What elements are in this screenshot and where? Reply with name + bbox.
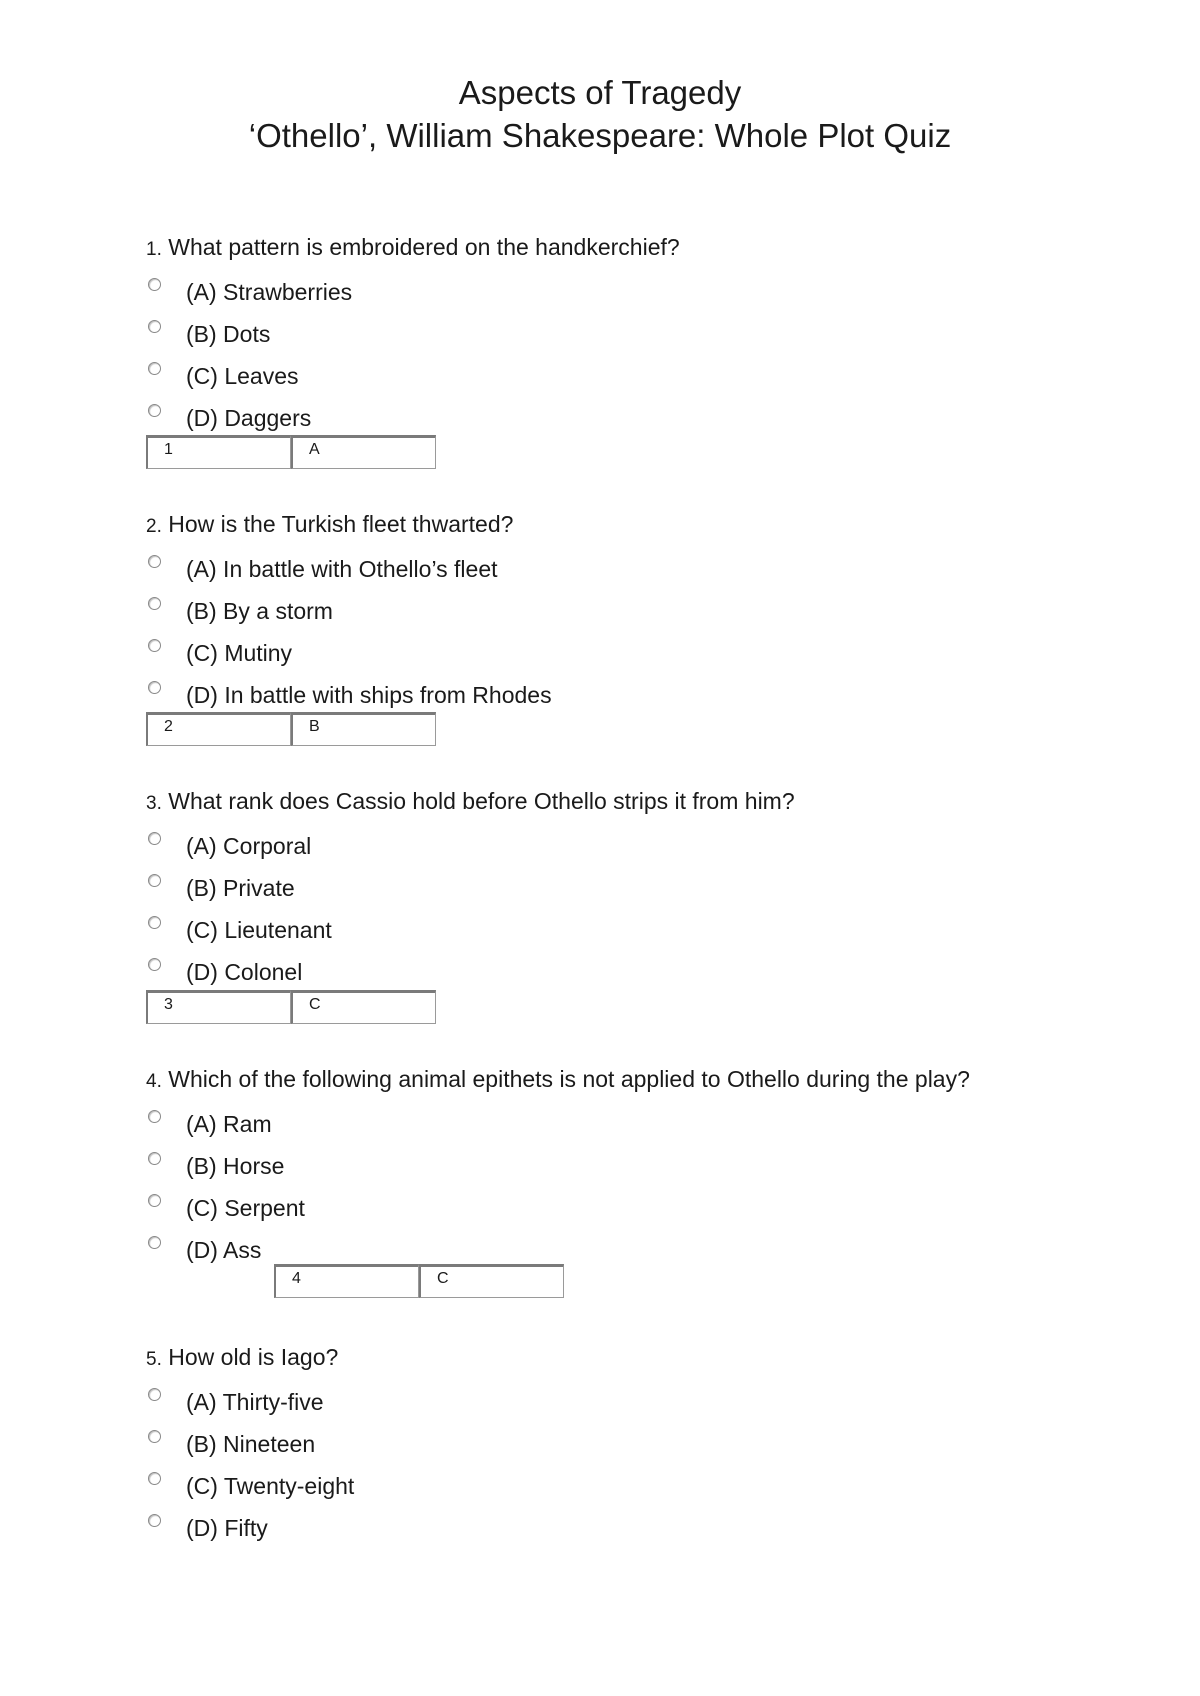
radio-button-icon[interactable] [148, 958, 161, 971]
option-label: (C) Leaves [186, 363, 299, 389]
quiz-subtitle: ‘Othello’, William Shakespeare: Whole Plot Quiz [248, 117, 952, 154]
option-label: (C) Lieutenant [186, 917, 332, 943]
option-label: (A) Corporal [186, 833, 312, 859]
option-label: (B) By a storm [186, 598, 333, 624]
question-3 [146, 780, 1046, 993]
question-1-prompt: What pattern is embroidered on the handkerchief? [168, 234, 680, 260]
question-5-option-b[interactable] [146, 1423, 1046, 1465]
radio-button-icon[interactable] [148, 555, 161, 568]
answer-letter-box-2[interactable]: B [291, 712, 436, 746]
radio-button-icon[interactable] [148, 1194, 161, 1207]
option-label: (A) Ram [186, 1111, 272, 1137]
radio-button-icon[interactable] [148, 681, 161, 694]
question-3-prompt: What rank does Cassio hold before Othello strips it from him? [168, 788, 795, 814]
option-label: (A) In battle with Othello’s fleet [186, 556, 498, 582]
radio-button-icon[interactable] [148, 597, 161, 610]
radio-button-icon[interactable] [148, 1430, 161, 1443]
question-2-prompt: How is the Turkish fleet thwarted? [168, 511, 514, 537]
question-5 [146, 1336, 1046, 1549]
question-5-prompt: How old is Iago? [168, 1344, 339, 1370]
question-1 [146, 226, 1046, 439]
question-2 [146, 503, 1046, 716]
option-label: (D) Colonel [186, 959, 303, 985]
option-label: (D) Ass [186, 1237, 262, 1263]
option-label: (B) Nineteen [186, 1431, 316, 1457]
quiz-title: Aspects of Tragedy [458, 74, 742, 111]
question-2-text [146, 503, 1046, 548]
question-3-option-d[interactable] [146, 951, 1046, 993]
question-1-option-b[interactable] [146, 313, 1046, 355]
question-1-option-d[interactable] [146, 397, 1046, 439]
option-label: (B) Dots [186, 321, 271, 347]
question-4-option-a[interactable] [146, 1103, 1046, 1145]
question-5-option-d[interactable] [146, 1507, 1046, 1549]
answer-number-box-1[interactable]: 1 [146, 435, 291, 469]
option-label: (D) Fifty [186, 1515, 268, 1541]
answer-letter-box-4[interactable]: C [419, 1264, 564, 1298]
option-label: (C) Mutiny [186, 640, 293, 666]
radio-button-icon[interactable] [148, 1110, 161, 1123]
question-3-text [146, 780, 1046, 825]
answer-number-box-4[interactable]: 4 [274, 1264, 419, 1298]
radio-button-icon[interactable] [148, 278, 161, 291]
option-label: (C) Serpent [186, 1195, 305, 1221]
radio-button-icon[interactable] [148, 916, 161, 929]
option-label: (B) Horse [186, 1153, 285, 1179]
answer-letter-box-1[interactable]: A [291, 435, 436, 469]
radio-button-icon[interactable] [148, 1236, 161, 1249]
radio-button-icon[interactable] [148, 1514, 161, 1527]
radio-button-icon[interactable] [148, 362, 161, 375]
option-label: (A) Strawberries [186, 279, 353, 305]
option-label: (A) Thirty-five [186, 1389, 324, 1415]
question-3-option-c[interactable] [146, 909, 1046, 951]
question-4-number: 4. [146, 1071, 162, 1092]
question-3-option-b[interactable] [146, 867, 1046, 909]
question-3-option-a[interactable] [146, 825, 1046, 867]
question-5-text [146, 1336, 1046, 1381]
question-4-text [146, 1058, 1046, 1103]
radio-button-icon[interactable] [148, 832, 161, 845]
question-1-option-a[interactable] [146, 271, 1046, 313]
radio-button-icon[interactable] [148, 404, 161, 417]
question-4 [146, 1058, 1046, 1271]
question-3-number: 3. [146, 793, 162, 814]
answer-letter-box-3[interactable]: C [291, 990, 436, 1024]
question-1-number: 1. [146, 239, 162, 260]
question-4-option-b[interactable] [146, 1145, 1046, 1187]
option-label: (B) Private [186, 875, 295, 901]
radio-button-icon[interactable] [148, 1472, 161, 1485]
question-2-option-c[interactable] [146, 632, 1046, 674]
radio-button-icon[interactable] [148, 320, 161, 333]
option-label: (C) Twenty-eight [186, 1473, 355, 1499]
question-2-option-d[interactable] [146, 674, 1046, 716]
radio-button-icon[interactable] [148, 874, 161, 887]
answer-number-box-2[interactable]: 2 [146, 712, 291, 746]
question-5-option-c[interactable] [146, 1465, 1046, 1507]
answer-number-box-3[interactable]: 3 [146, 990, 291, 1024]
question-2-option-a[interactable] [146, 548, 1046, 590]
option-label: (D) In battle with ships from Rhodes [186, 682, 552, 708]
radio-button-icon[interactable] [148, 1152, 161, 1165]
question-1-option-c[interactable] [146, 355, 1046, 397]
question-2-number: 2. [146, 516, 162, 537]
question-4-option-c[interactable] [146, 1187, 1046, 1229]
question-4-prompt: Which of the following animal epithets is not applied to Othello during the play? [168, 1066, 970, 1092]
question-2-option-b[interactable] [146, 590, 1046, 632]
question-5-option-a[interactable] [146, 1381, 1046, 1423]
question-1-text [146, 226, 1046, 271]
radio-button-icon[interactable] [148, 639, 161, 652]
radio-button-icon[interactable] [148, 1388, 161, 1401]
option-label: (D) Daggers [186, 405, 312, 431]
question-5-number: 5. [146, 1349, 162, 1370]
